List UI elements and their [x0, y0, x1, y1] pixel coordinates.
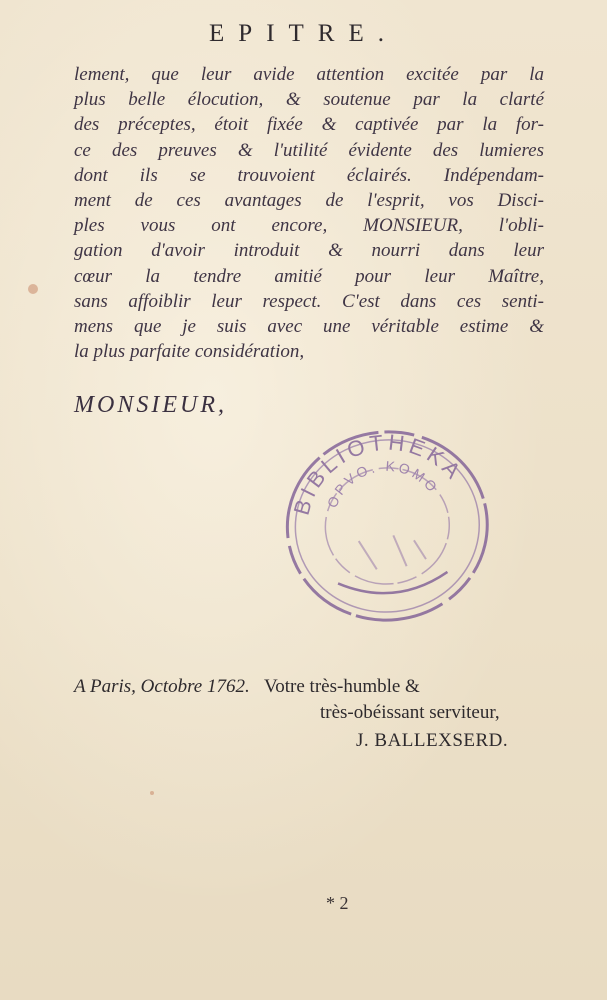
letter-body [74, 62, 544, 364]
signature-block [74, 676, 544, 752]
page-header: EPITRE. [209, 20, 398, 47]
salutation: MONSIEUR, [74, 392, 227, 418]
body-line: mens que je suis avec une véritable estime & [74, 316, 544, 338]
closing-line-2: très-obéissant serviteur, [320, 702, 500, 723]
closing-line-1: Votre très-humble & [264, 676, 420, 697]
body-line: ples vous ont encore, MONSIEUR, l'obli- [74, 215, 544, 237]
body-line: ment de ces avantages de l'esprit, vos Disci- [74, 190, 544, 212]
body-line: sans affoiblir leur respect. C'est dans ces senti- [74, 290, 544, 312]
paper-spot [150, 791, 154, 795]
place-date: A Paris, Octobre 1762. [74, 676, 250, 697]
body-line: cœur la tendre amitié pour leur Maître, [74, 265, 544, 287]
signature-mark: * 2 [326, 893, 349, 913]
body-line: lement, que leur avide attention excitée par la [74, 64, 544, 85]
author-name: J. BALLEXSERD. [356, 730, 509, 751]
body-line: des préceptes, étoit fixée & captivée par la for- [74, 114, 544, 136]
body-line: ce des preuves & l'utilité évidente des lumieres [74, 139, 544, 161]
stamp-text-inner: OPVO. KOMO [323, 457, 443, 511]
body-line: dont ils se trouvoient éclairés. Indépendam- [74, 164, 544, 186]
library-stamp [262, 407, 513, 640]
body-line: la plus parfaite considération, [74, 341, 305, 363]
stamp-text-top: BIBLIOTHEKA [288, 429, 469, 518]
body-line: plus belle élocution, & soutenue par la clarté [74, 89, 544, 111]
body-line: gation d'avoir introduit & nourri dans leur [74, 240, 544, 262]
paper-spot [28, 284, 38, 294]
